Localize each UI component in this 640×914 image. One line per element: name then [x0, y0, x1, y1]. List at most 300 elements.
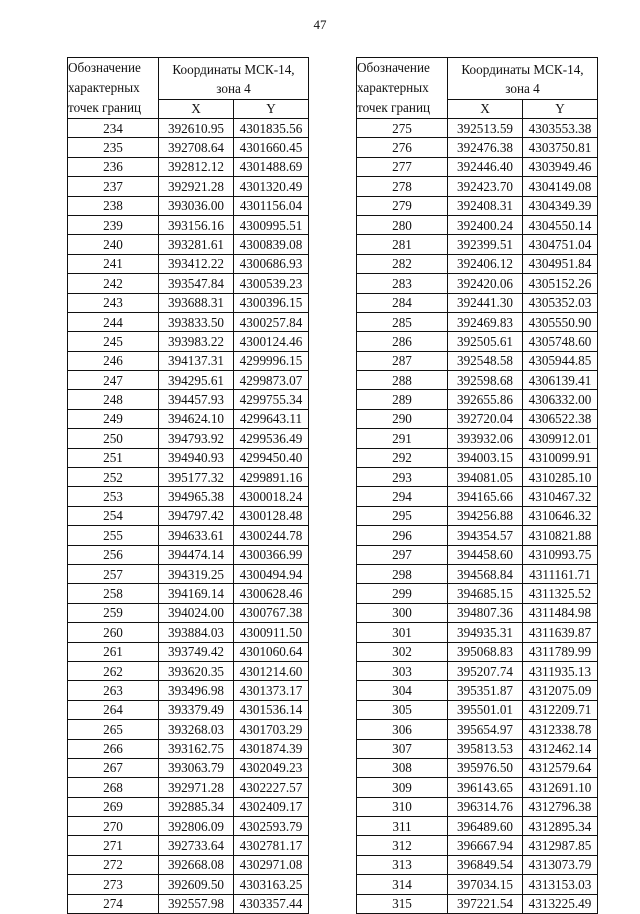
- point-number-cell: 265: [68, 720, 159, 739]
- x-coordinate-cell: 392513.59: [448, 119, 523, 138]
- table-row: [68, 758, 309, 777]
- table-row: [68, 623, 309, 642]
- table-row: [357, 623, 598, 642]
- x-coordinate-cell: 392668.08: [159, 855, 234, 874]
- y-coordinate-cell: 4312075.09: [523, 681, 598, 700]
- x-coordinate-cell: 393281.61: [159, 235, 234, 254]
- y-coordinate-cell: 4302593.79: [234, 817, 309, 836]
- x-coordinate-cell: 393412.22: [159, 254, 234, 273]
- y-coordinate-cell: 4310993.75: [523, 545, 598, 564]
- y-coordinate-cell: 4299536.49: [234, 429, 309, 448]
- point-number-cell: 302: [357, 642, 448, 661]
- y-coordinate-cell: 4305152.26: [523, 274, 598, 293]
- x-coordinate-cell: 393063.79: [159, 758, 234, 777]
- x-coordinate-cell: 392708.64: [159, 138, 234, 157]
- point-number-cell: 243: [68, 293, 159, 312]
- point-number-cell: 287: [357, 351, 448, 370]
- y-coordinate-cell: 4302409.17: [234, 797, 309, 816]
- coordinates-header: Координаты МСК-14, зона 4: [448, 58, 598, 100]
- x-coordinate-cell: 394169.14: [159, 584, 234, 603]
- point-number-cell: 266: [68, 739, 159, 758]
- y-coordinate-cell: 4313225.49: [523, 894, 598, 913]
- y-coordinate-cell: 4311161.71: [523, 564, 598, 583]
- y-coordinate-cell: 4300628.46: [234, 584, 309, 603]
- point-number-cell: 315: [357, 894, 448, 913]
- point-number-cell: 285: [357, 312, 448, 331]
- point-number-cell: 303: [357, 661, 448, 680]
- y-coordinate-cell: 4312209.71: [523, 700, 598, 719]
- table-row: [357, 836, 598, 855]
- point-designation-header: Обозначение характерных точек границ: [357, 58, 448, 119]
- point-number-cell: 276: [357, 138, 448, 157]
- y-coordinate-cell: 4300494.94: [234, 564, 309, 583]
- table-row: [68, 215, 309, 234]
- table-row: [68, 468, 309, 487]
- y-axis-header: Y: [523, 100, 598, 119]
- y-coordinate-cell: 4310646.32: [523, 506, 598, 525]
- y-coordinate-cell: 4306139.41: [523, 371, 598, 390]
- x-coordinate-cell: 394295.61: [159, 371, 234, 390]
- y-coordinate-cell: 4301156.04: [234, 196, 309, 215]
- y-coordinate-cell: 4306332.00: [523, 390, 598, 409]
- y-coordinate-cell: 4301214.60: [234, 661, 309, 680]
- x-coordinate-cell: 392469.83: [448, 312, 523, 331]
- point-number-cell: 258: [68, 584, 159, 603]
- point-number-cell: 235: [68, 138, 159, 157]
- table-row: [357, 526, 598, 545]
- point-number-cell: 259: [68, 603, 159, 622]
- table-row: [68, 429, 309, 448]
- table-row: [68, 157, 309, 176]
- x-coordinate-cell: 394457.93: [159, 390, 234, 409]
- x-coordinate-cell: 394935.31: [448, 623, 523, 642]
- x-coordinate-cell: 394793.92: [159, 429, 234, 448]
- table-row: [68, 138, 309, 157]
- point-number-cell: 294: [357, 487, 448, 506]
- point-number-cell: 295: [357, 506, 448, 525]
- x-coordinate-cell: 394319.25: [159, 564, 234, 583]
- x-coordinate-cell: 394797.42: [159, 506, 234, 525]
- x-coordinate-cell: 396489.60: [448, 817, 523, 836]
- table-body: [68, 119, 309, 914]
- table-row: [68, 506, 309, 525]
- x-coordinate-cell: 394256.88: [448, 506, 523, 525]
- x-coordinate-cell: 392406.12: [448, 254, 523, 273]
- y-coordinate-cell: 4302971.08: [234, 855, 309, 874]
- point-number-cell: 312: [357, 836, 448, 855]
- table-row: [357, 564, 598, 583]
- y-coordinate-cell: 4304951.84: [523, 254, 598, 273]
- x-coordinate-cell: 395177.32: [159, 468, 234, 487]
- x-coordinate-cell: 396314.76: [448, 797, 523, 816]
- point-number-cell: 264: [68, 700, 159, 719]
- y-coordinate-cell: 4301835.56: [234, 119, 309, 138]
- point-number-cell: 262: [68, 661, 159, 680]
- y-coordinate-cell: 4300018.24: [234, 487, 309, 506]
- point-number-cell: 270: [68, 817, 159, 836]
- x-coordinate-cell: 393983.22: [159, 332, 234, 351]
- table-row: [357, 758, 598, 777]
- point-number-cell: 289: [357, 390, 448, 409]
- point-number-cell: 246: [68, 351, 159, 370]
- point-number-cell: 250: [68, 429, 159, 448]
- y-coordinate-cell: 4301060.64: [234, 642, 309, 661]
- table-row: [68, 332, 309, 351]
- page-number: 47: [313, 17, 327, 32]
- x-coordinate-cell: 395207.74: [448, 661, 523, 680]
- point-number-cell: 244: [68, 312, 159, 331]
- y-coordinate-cell: 4303949.46: [523, 157, 598, 176]
- x-coordinate-cell: 393379.49: [159, 700, 234, 719]
- point-number-cell: 290: [357, 409, 448, 428]
- y-coordinate-cell: 4311789.99: [523, 642, 598, 661]
- y-axis-header: Y: [234, 100, 309, 119]
- table-row: [68, 642, 309, 661]
- x-coordinate-cell: 394081.05: [448, 468, 523, 487]
- point-number-cell: 241: [68, 254, 159, 273]
- x-coordinate-cell: 392609.50: [159, 875, 234, 894]
- y-coordinate-cell: 4310467.32: [523, 487, 598, 506]
- point-number-cell: 274: [68, 894, 159, 913]
- y-coordinate-cell: 4301703.29: [234, 720, 309, 739]
- point-number-cell: 305: [357, 700, 448, 719]
- x-coordinate-cell: 395976.50: [448, 758, 523, 777]
- x-coordinate-cell: 393162.75: [159, 739, 234, 758]
- x-coordinate-cell: 392733.64: [159, 836, 234, 855]
- table-row: [68, 720, 309, 739]
- y-coordinate-cell: 4311639.87: [523, 623, 598, 642]
- x-coordinate-cell: 397221.54: [448, 894, 523, 913]
- point-number-cell: 299: [357, 584, 448, 603]
- y-coordinate-cell: 4305550.90: [523, 312, 598, 331]
- point-number-cell: 310: [357, 797, 448, 816]
- x-coordinate-cell: 392423.70: [448, 177, 523, 196]
- table-row: [357, 875, 598, 894]
- x-coordinate-cell: 394568.84: [448, 564, 523, 583]
- y-coordinate-cell: 4300839.08: [234, 235, 309, 254]
- point-number-cell: 313: [357, 855, 448, 874]
- x-axis-header: X: [448, 100, 523, 119]
- table-row: [357, 312, 598, 331]
- x-coordinate-cell: 397034.15: [448, 875, 523, 894]
- point-number-cell: 278: [357, 177, 448, 196]
- table-row: [68, 371, 309, 390]
- y-coordinate-cell: 4303553.38: [523, 119, 598, 138]
- y-coordinate-cell: 4312691.10: [523, 778, 598, 797]
- y-coordinate-cell: 4300911.50: [234, 623, 309, 642]
- x-coordinate-cell: 394474.14: [159, 545, 234, 564]
- y-coordinate-cell: 4311325.52: [523, 584, 598, 603]
- x-coordinate-cell: 392420.06: [448, 274, 523, 293]
- point-number-cell: 293: [357, 468, 448, 487]
- table-row: [68, 875, 309, 894]
- y-coordinate-cell: 4312338.78: [523, 720, 598, 739]
- point-number-cell: 256: [68, 545, 159, 564]
- x-coordinate-cell: 392610.95: [159, 119, 234, 138]
- table-row: [357, 778, 598, 797]
- y-coordinate-cell: 4313073.79: [523, 855, 598, 874]
- y-coordinate-cell: 4305748.60: [523, 332, 598, 351]
- point-number-cell: 296: [357, 526, 448, 545]
- y-coordinate-cell: 4300124.46: [234, 332, 309, 351]
- point-number-cell: 261: [68, 642, 159, 661]
- table-row: [357, 720, 598, 739]
- point-number-cell: 245: [68, 332, 159, 351]
- point-number-cell: 273: [68, 875, 159, 894]
- point-number-cell: 277: [357, 157, 448, 176]
- y-coordinate-cell: 4299891.16: [234, 468, 309, 487]
- table-row: [68, 254, 309, 273]
- table-row: [357, 681, 598, 700]
- y-coordinate-cell: 4301874.39: [234, 739, 309, 758]
- table-row: [357, 119, 598, 138]
- x-coordinate-cell: 396849.54: [448, 855, 523, 874]
- y-coordinate-cell: 4312462.14: [523, 739, 598, 758]
- table-row: [68, 487, 309, 506]
- table-row: [68, 700, 309, 719]
- y-coordinate-cell: 4301373.17: [234, 681, 309, 700]
- y-coordinate-cell: 4300995.51: [234, 215, 309, 234]
- y-coordinate-cell: 4306522.38: [523, 409, 598, 428]
- table-row: [68, 817, 309, 836]
- y-coordinate-cell: 4299755.34: [234, 390, 309, 409]
- point-number-cell: 249: [68, 409, 159, 428]
- table-row: [357, 196, 598, 215]
- table-row: [68, 603, 309, 622]
- y-coordinate-cell: 4312895.34: [523, 817, 598, 836]
- table-row: [357, 817, 598, 836]
- table-row: [357, 177, 598, 196]
- x-coordinate-cell: 392885.34: [159, 797, 234, 816]
- point-number-cell: 253: [68, 487, 159, 506]
- point-number-cell: 281: [357, 235, 448, 254]
- point-designation-header: Обозначение характерных точек границ: [68, 58, 159, 119]
- point-number-cell: 242: [68, 274, 159, 293]
- y-coordinate-cell: 4305352.03: [523, 293, 598, 312]
- x-coordinate-cell: 394024.00: [159, 603, 234, 622]
- x-coordinate-cell: 396667.94: [448, 836, 523, 855]
- point-number-cell: 272: [68, 855, 159, 874]
- y-coordinate-cell: 4304349.39: [523, 196, 598, 215]
- table-row: [357, 332, 598, 351]
- table-row: [357, 157, 598, 176]
- point-number-cell: 236: [68, 157, 159, 176]
- y-coordinate-cell: 4300366.99: [234, 545, 309, 564]
- table-row: [68, 274, 309, 293]
- table-row: [68, 584, 309, 603]
- x-coordinate-cell: 393932.06: [448, 429, 523, 448]
- table-row: [357, 274, 598, 293]
- table-row: [68, 855, 309, 874]
- x-coordinate-cell: 394003.15: [448, 448, 523, 467]
- y-coordinate-cell: 4300257.84: [234, 312, 309, 331]
- point-number-cell: 283: [357, 274, 448, 293]
- point-number-cell: 286: [357, 332, 448, 351]
- point-number-cell: 279: [357, 196, 448, 215]
- point-number-cell: 263: [68, 681, 159, 700]
- x-coordinate-cell: 395501.01: [448, 700, 523, 719]
- x-coordinate-cell: 393884.03: [159, 623, 234, 642]
- table-row: [357, 293, 598, 312]
- y-coordinate-cell: 4302227.57: [234, 778, 309, 797]
- table-row: [357, 700, 598, 719]
- y-coordinate-cell: 4300396.15: [234, 293, 309, 312]
- point-number-cell: 309: [357, 778, 448, 797]
- y-coordinate-cell: 4305944.85: [523, 351, 598, 370]
- y-coordinate-cell: 4304149.08: [523, 177, 598, 196]
- y-coordinate-cell: 4300539.23: [234, 274, 309, 293]
- x-coordinate-cell: 393749.42: [159, 642, 234, 661]
- table-row: [357, 661, 598, 680]
- x-coordinate-cell: 394137.31: [159, 351, 234, 370]
- table-row: [68, 293, 309, 312]
- x-coordinate-cell: 394965.38: [159, 487, 234, 506]
- table-row: [357, 894, 598, 913]
- x-coordinate-cell: 394685.15: [448, 584, 523, 603]
- coordinates-table-left: [67, 57, 309, 914]
- x-coordinate-cell: 392400.24: [448, 215, 523, 234]
- point-number-cell: 237: [68, 177, 159, 196]
- coordinates-header: Координаты МСК-14, зона 4: [159, 58, 309, 100]
- table-row: [68, 894, 309, 913]
- table-row: [357, 235, 598, 254]
- y-coordinate-cell: 4300767.38: [234, 603, 309, 622]
- point-number-cell: 300: [357, 603, 448, 622]
- x-coordinate-cell: 395068.83: [448, 642, 523, 661]
- y-coordinate-cell: 4312579.64: [523, 758, 598, 777]
- x-coordinate-cell: 392441.30: [448, 293, 523, 312]
- y-coordinate-cell: 4304751.04: [523, 235, 598, 254]
- x-coordinate-cell: 392971.28: [159, 778, 234, 797]
- table-row: [68, 409, 309, 428]
- point-number-cell: 288: [357, 371, 448, 390]
- point-number-cell: 282: [357, 254, 448, 273]
- point-number-cell: 298: [357, 564, 448, 583]
- x-coordinate-cell: 392408.31: [448, 196, 523, 215]
- point-number-cell: 238: [68, 196, 159, 215]
- y-coordinate-cell: 4300244.78: [234, 526, 309, 545]
- table-row: [68, 196, 309, 215]
- y-coordinate-cell: 4313153.03: [523, 875, 598, 894]
- y-coordinate-cell: 4310821.88: [523, 526, 598, 545]
- table-row: [68, 545, 309, 564]
- x-coordinate-cell: 395813.53: [448, 739, 523, 758]
- table-row: [68, 661, 309, 680]
- x-coordinate-cell: 392720.04: [448, 409, 523, 428]
- x-coordinate-cell: 392655.86: [448, 390, 523, 409]
- point-number-cell: 254: [68, 506, 159, 525]
- x-coordinate-cell: 394458.60: [448, 545, 523, 564]
- x-coordinate-cell: 394624.10: [159, 409, 234, 428]
- y-coordinate-cell: 4303357.44: [234, 894, 309, 913]
- x-coordinate-cell: 392557.98: [159, 894, 234, 913]
- point-number-cell: 271: [68, 836, 159, 855]
- table-row: [357, 409, 598, 428]
- table-row: [357, 390, 598, 409]
- x-coordinate-cell: 395654.97: [448, 720, 523, 739]
- table-row: [357, 429, 598, 448]
- point-number-cell: 291: [357, 429, 448, 448]
- table-row: [68, 681, 309, 700]
- table-row: [357, 487, 598, 506]
- x-coordinate-cell: 392446.40: [448, 157, 523, 176]
- point-number-cell: 257: [68, 564, 159, 583]
- x-coordinate-cell: 393496.98: [159, 681, 234, 700]
- x-coordinate-cell: 394165.66: [448, 487, 523, 506]
- x-coordinate-cell: 392812.12: [159, 157, 234, 176]
- y-coordinate-cell: 4299996.15: [234, 351, 309, 370]
- y-coordinate-cell: 4311484.98: [523, 603, 598, 622]
- point-number-cell: 260: [68, 623, 159, 642]
- y-coordinate-cell: 4301488.69: [234, 157, 309, 176]
- point-number-cell: 306: [357, 720, 448, 739]
- table-row: [68, 739, 309, 758]
- table-row: [68, 390, 309, 409]
- table-row: [357, 603, 598, 622]
- table-row: [68, 177, 309, 196]
- x-coordinate-cell: 393620.35: [159, 661, 234, 680]
- table-row: [357, 584, 598, 603]
- table-row: [68, 564, 309, 583]
- table-row: [357, 545, 598, 564]
- x-coordinate-cell: 394354.57: [448, 526, 523, 545]
- y-coordinate-cell: 4299643.11: [234, 409, 309, 428]
- x-coordinate-cell: 393156.16: [159, 215, 234, 234]
- point-number-cell: 275: [357, 119, 448, 138]
- x-coordinate-cell: 392921.28: [159, 177, 234, 196]
- table-row: [357, 642, 598, 661]
- table-row: [357, 138, 598, 157]
- point-number-cell: 284: [357, 293, 448, 312]
- y-coordinate-cell: 4299450.40: [234, 448, 309, 467]
- y-coordinate-cell: 4301536.14: [234, 700, 309, 719]
- x-coordinate-cell: 392505.61: [448, 332, 523, 351]
- x-coordinate-cell: 393688.31: [159, 293, 234, 312]
- table-row: [357, 797, 598, 816]
- x-coordinate-cell: 393036.00: [159, 196, 234, 215]
- table-row: [357, 254, 598, 273]
- y-coordinate-cell: 4300686.93: [234, 254, 309, 273]
- x-coordinate-cell: 395351.87: [448, 681, 523, 700]
- table-row: [68, 448, 309, 467]
- table-body: [357, 119, 598, 914]
- x-coordinate-cell: 393833.50: [159, 312, 234, 331]
- x-axis-header: X: [159, 100, 234, 119]
- point-number-cell: 248: [68, 390, 159, 409]
- point-number-cell: 255: [68, 526, 159, 545]
- table-row: [357, 855, 598, 874]
- point-number-cell: 311: [357, 817, 448, 836]
- x-coordinate-cell: 394807.36: [448, 603, 523, 622]
- table-row: [357, 468, 598, 487]
- table-row: [357, 371, 598, 390]
- y-coordinate-cell: 4302781.17: [234, 836, 309, 855]
- point-number-cell: 240: [68, 235, 159, 254]
- point-number-cell: 247: [68, 371, 159, 390]
- y-coordinate-cell: 4304550.14: [523, 215, 598, 234]
- x-coordinate-cell: 392476.38: [448, 138, 523, 157]
- x-coordinate-cell: 394940.93: [159, 448, 234, 467]
- table-row: [68, 526, 309, 545]
- y-coordinate-cell: 4311935.13: [523, 661, 598, 680]
- point-number-cell: 251: [68, 448, 159, 467]
- y-coordinate-cell: 4303163.25: [234, 875, 309, 894]
- y-coordinate-cell: 4301660.45: [234, 138, 309, 157]
- table-row: [68, 119, 309, 138]
- point-number-cell: 267: [68, 758, 159, 777]
- x-coordinate-cell: 392548.58: [448, 351, 523, 370]
- point-number-cell: 307: [357, 739, 448, 758]
